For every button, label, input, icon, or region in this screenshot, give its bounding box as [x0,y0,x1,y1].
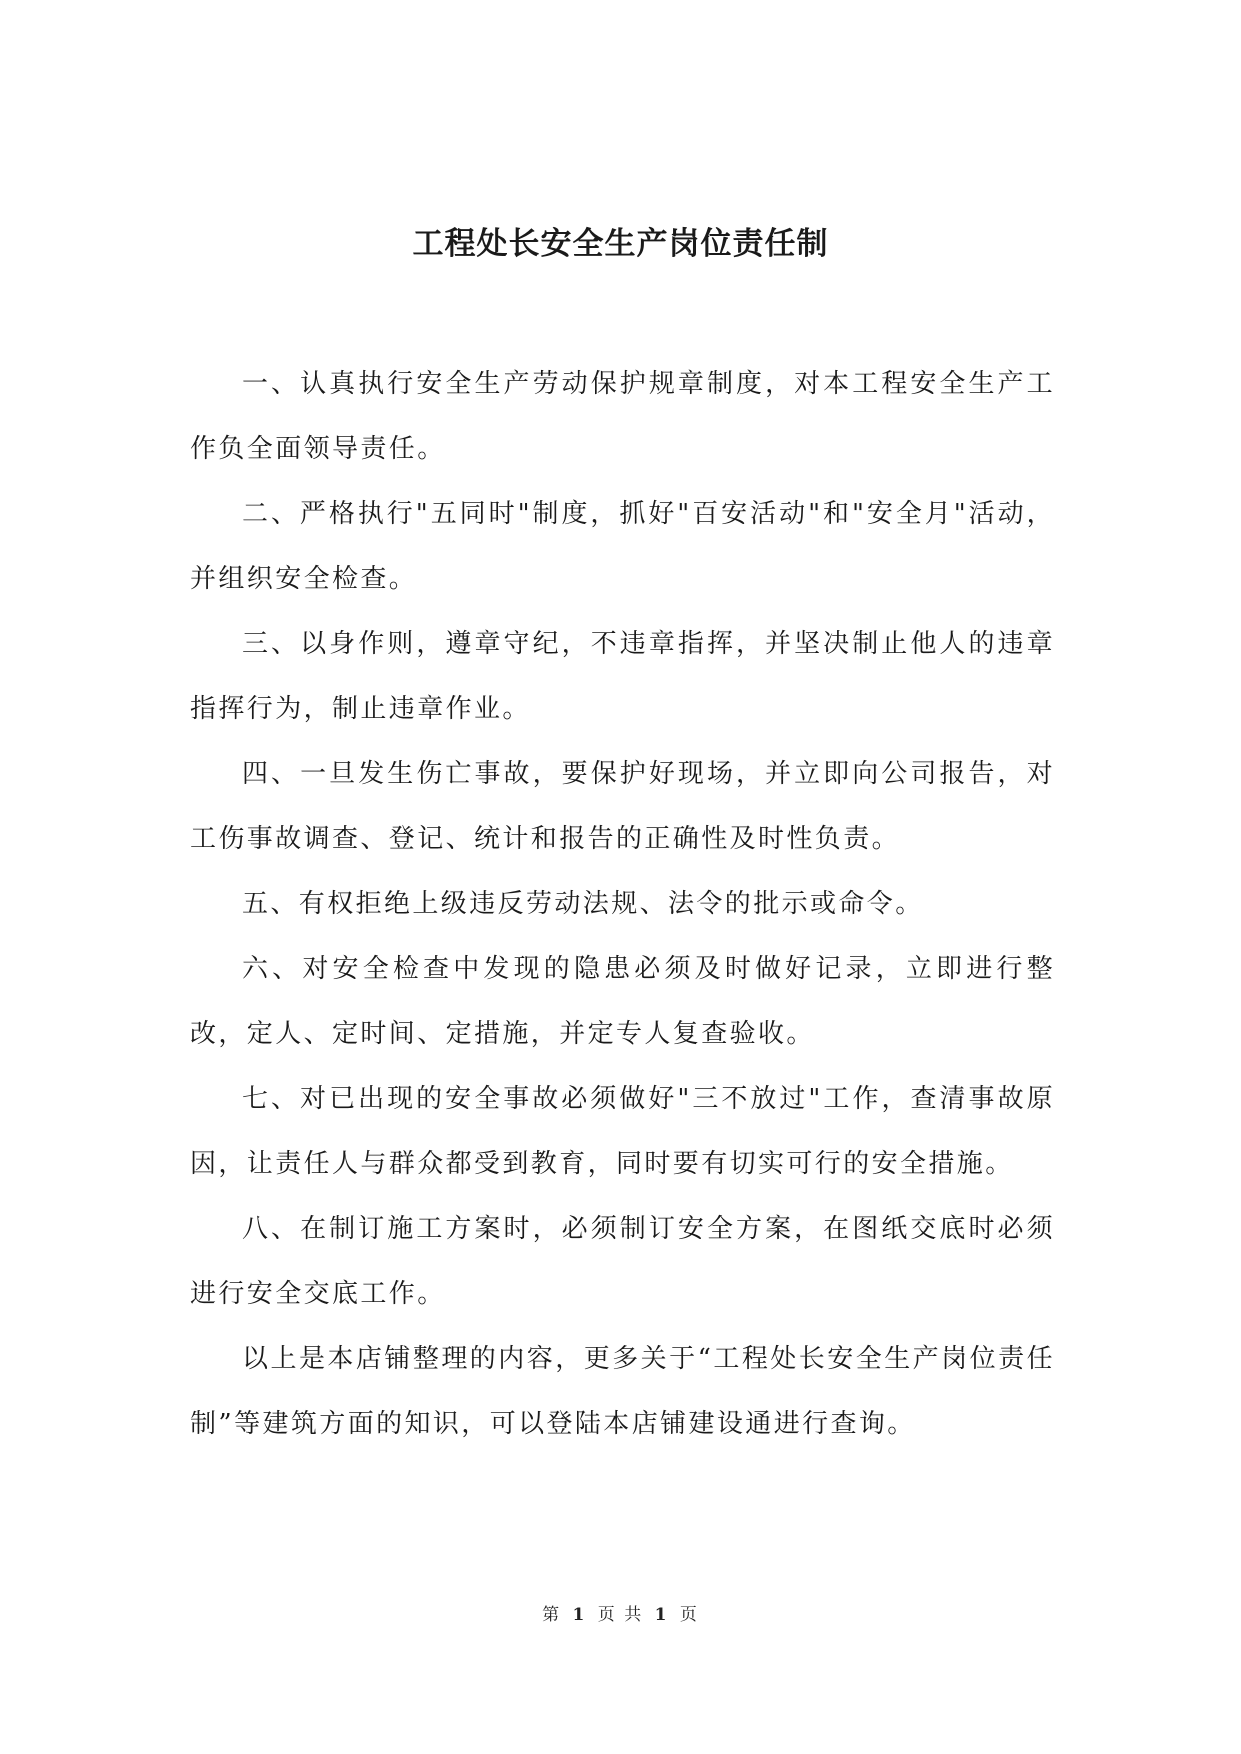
document-body [190,352,1055,1457]
paragraph-8: 八、在制订施工方案时，必须制订安全方案，在图纸交底时必须进行安全交底工作。 [190,1214,1055,1309]
footer-current-page: 1 [572,1605,587,1625]
paragraph-2: 二、严格执行"五同时"制度，抓好"百安活动"和"安全月"活动，并组织安全检查。 [190,499,1055,594]
document-title: 工程处长安全生产岗位责任制 [412,226,829,262]
paragraph-3: 三、以身作则，遵章守纪，不违章指挥，并坚决制止他人的违章指挥行为，制止违章作业。 [190,629,1055,724]
footer-suffix: 页 [679,1605,699,1625]
paragraph-5: 五、有权拒绝上级违反劳动法规、法令的批示或命令。 [242,889,924,919]
paragraph-6: 六、对安全检查中发现的隐患必须及时做好记录，立即进行整改，定人、定时间、定措施，并定专人复查验收。 [190,954,1055,1049]
page-footer [0,1600,1241,1625]
paragraph-4: 四、一旦发生伤亡事故，要保护好现场，并立即向公司报告，对工伤事故调查、登记、统计和报告的正确性及时性负责。 [190,759,1055,854]
footer-middle: 页 共 [597,1605,644,1625]
footer-total-pages: 1 [654,1605,669,1625]
footer-prefix: 第 [542,1605,562,1625]
closing-note: 以上是本店铺整理的内容，更多关于“工程处长安全生产岗位责任制”等建筑方面的知识，可以登陆本店铺建设通进行查询。 [190,1344,1055,1439]
paragraph-1: 一、认真执行安全生产劳动保护规章制度，对本工程安全生产工作负全面领导责任。 [190,369,1055,464]
paragraph-7: 七、对已出现的安全事故必须做好"三不放过"工作，查清事故原因，让责任人与群众都受到教育，同时要有切实可行的安全措施。 [190,1084,1055,1179]
